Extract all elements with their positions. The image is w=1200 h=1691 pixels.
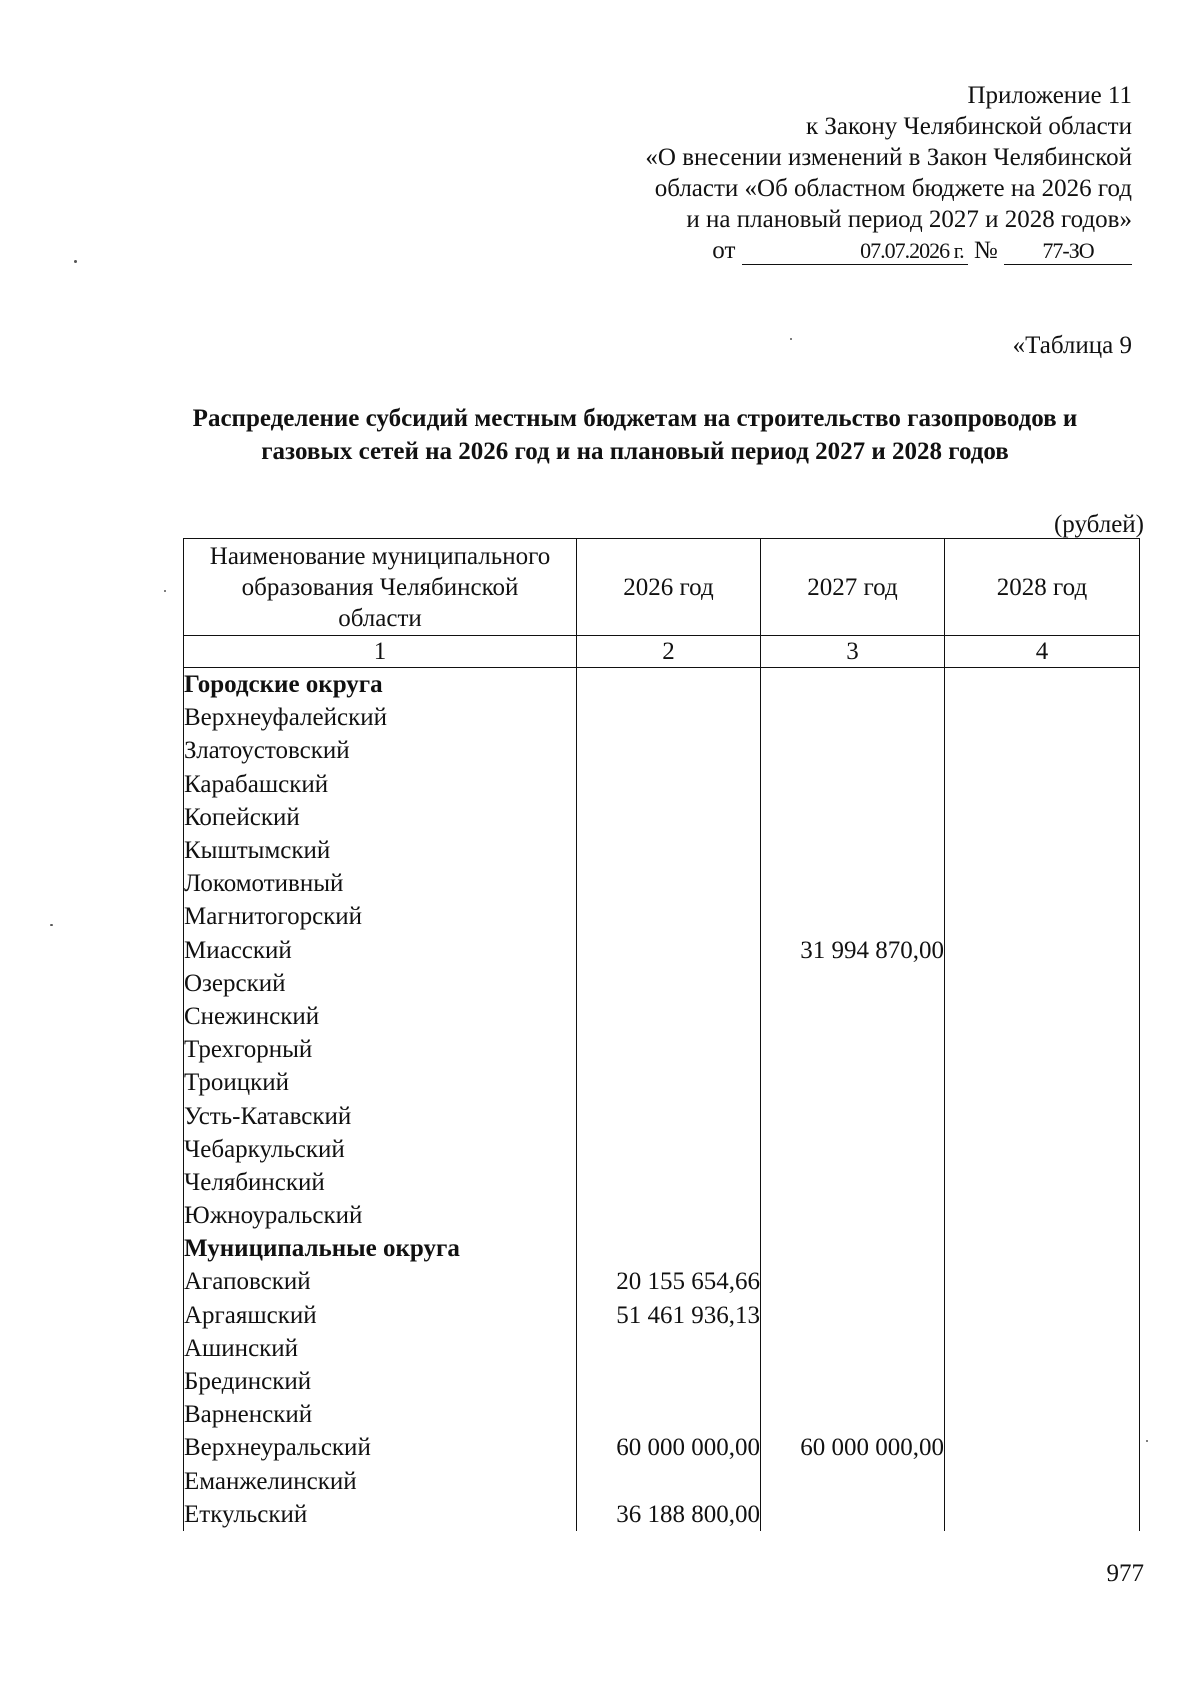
value-2027	[761, 801, 945, 834]
table-row	[184, 734, 1140, 767]
scan-speck	[790, 338, 792, 340]
table-header-row	[184, 539, 1140, 636]
table-row	[184, 834, 1140, 867]
municipality-name: Карабашский	[184, 768, 577, 801]
value-2028	[945, 934, 1140, 967]
table-row	[184, 1000, 1140, 1033]
table-row	[184, 967, 1140, 1000]
table-group-row	[184, 668, 1140, 702]
municipality-name: Магнитогорский	[184, 900, 577, 933]
value-2028	[945, 1166, 1140, 1199]
value-2027	[761, 900, 945, 933]
value-2026	[577, 734, 761, 767]
value-2028	[945, 734, 1140, 767]
value-2026	[577, 1166, 761, 1199]
scan-speck	[164, 590, 166, 592]
law-number: 77-ЗО	[1004, 238, 1132, 265]
value-2028	[945, 668, 1140, 702]
value-2027	[761, 867, 945, 900]
value-2026	[577, 1066, 761, 1099]
table-row	[184, 1398, 1140, 1431]
registration-line	[572, 235, 1132, 266]
scan-speck	[50, 924, 53, 926]
header-line: к Закону Челябинской области	[806, 113, 1132, 140]
table-row	[184, 1166, 1140, 1199]
value-2028	[945, 701, 1140, 734]
value-2027	[761, 1232, 945, 1265]
value-2026	[577, 668, 761, 702]
value-2026: 20 155 654,66	[577, 1265, 761, 1298]
value-2027	[761, 1398, 945, 1431]
municipality-name: Усть-Катавский	[184, 1099, 577, 1132]
value-2028	[945, 1431, 1140, 1464]
value-2027	[761, 1033, 945, 1066]
value-2027: 60 000 000,00	[761, 1431, 945, 1464]
municipality-name: Кыштымский	[184, 834, 577, 867]
value-2028	[945, 967, 1140, 1000]
table-group-row	[184, 1232, 1140, 1265]
value-2026	[577, 967, 761, 1000]
scan-speck	[74, 260, 77, 263]
value-2028	[945, 1066, 1140, 1099]
municipality-name: Снежинский	[184, 1000, 577, 1033]
value-2028	[945, 801, 1140, 834]
subsidy-table	[183, 538, 1140, 1531]
value-2028	[945, 834, 1140, 867]
table-row	[184, 1265, 1140, 1298]
value-2028	[945, 1299, 1140, 1332]
value-2027	[761, 1332, 945, 1365]
municipality-name: Чебаркульский	[184, 1133, 577, 1166]
value-2028	[945, 900, 1140, 933]
value-2026	[577, 1099, 761, 1132]
table-row	[184, 1299, 1140, 1332]
value-2028	[945, 1498, 1140, 1531]
number-sign: №	[973, 237, 998, 264]
value-2026	[577, 701, 761, 734]
table-row	[184, 1365, 1140, 1398]
table-row	[184, 1498, 1140, 1531]
value-2026	[577, 1365, 761, 1398]
value-2027	[761, 1465, 945, 1498]
value-2026	[577, 1199, 761, 1232]
municipality-name: Агаповский	[184, 1265, 577, 1298]
value-2026: 60 000 000,00	[577, 1431, 761, 1464]
table-row	[184, 768, 1140, 801]
municipality-name: Еткульский	[184, 1498, 577, 1531]
header-line: и на плановый период 2027 и 2028 годов»	[686, 206, 1132, 233]
value-2026	[577, 1033, 761, 1066]
value-2026	[577, 1465, 761, 1498]
municipality-name: Верхнеуфалейский	[184, 701, 577, 734]
value-2027	[761, 1133, 945, 1166]
table-row	[184, 867, 1140, 900]
title-line-1: Распределение субсидий местным бюджетам на строительство газопроводов и	[192, 405, 1078, 432]
value-2026	[577, 1000, 761, 1033]
group-heading: Городские округа	[184, 668, 577, 702]
municipality-name: Аргаяшский	[184, 1299, 577, 1332]
value-2027	[761, 1498, 945, 1531]
page-number: 977	[1106, 1560, 1144, 1587]
column-number: 2	[577, 636, 761, 668]
table-reference: «Таблица 9	[1012, 332, 1132, 359]
value-2027	[761, 1166, 945, 1199]
law-date: 07.07.2026 г.	[742, 238, 968, 265]
value-2028	[945, 1265, 1140, 1298]
from-label: от	[712, 237, 736, 264]
table-row	[184, 1133, 1140, 1166]
value-2026	[577, 1332, 761, 1365]
value-2027	[761, 967, 945, 1000]
value-2028	[945, 1398, 1140, 1431]
column-header-name: Наименование муниципального образования Челябинской области	[184, 539, 577, 636]
unit-label: (рублей)	[1053, 511, 1144, 538]
column-number: 4	[945, 636, 1140, 668]
value-2026	[577, 1232, 761, 1265]
value-2027	[761, 734, 945, 767]
municipality-name: Троицкий	[184, 1066, 577, 1099]
value-2026	[577, 934, 761, 967]
value-2026	[577, 867, 761, 900]
table-row	[184, 1431, 1140, 1464]
value-2027	[761, 701, 945, 734]
table-row	[184, 934, 1140, 967]
municipality-name: Брединский	[184, 1365, 577, 1398]
value-2027	[761, 668, 945, 702]
value-2027	[761, 1365, 945, 1398]
table-row	[184, 701, 1140, 734]
municipality-name: Еманжелинский	[184, 1465, 577, 1498]
value-2027	[761, 1099, 945, 1132]
value-2026	[577, 834, 761, 867]
scan-speck	[1146, 1440, 1148, 1442]
column-header-2027: 2027 год	[761, 539, 945, 636]
title-line-2: газовых сетей на 2026 год и на плановый период 2027 и 2028 годов	[261, 438, 1009, 465]
value-2027	[761, 768, 945, 801]
column-number: 3	[761, 636, 945, 668]
table-row	[184, 1066, 1140, 1099]
value-2028	[945, 1033, 1140, 1066]
value-2027	[761, 1299, 945, 1332]
municipality-name: Верхнеуральский	[184, 1431, 577, 1464]
value-2028	[945, 867, 1140, 900]
appendix-header	[572, 80, 1132, 266]
table-row	[184, 1465, 1140, 1498]
value-2026	[577, 801, 761, 834]
municipality-name: Миасский	[184, 934, 577, 967]
table-body	[184, 668, 1140, 1531]
column-header-2026: 2026 год	[577, 539, 761, 636]
value-2026	[577, 900, 761, 933]
value-2026: 36 188 800,00	[577, 1498, 761, 1531]
group-heading: Муниципальные округа	[184, 1232, 577, 1265]
value-2028	[945, 1232, 1140, 1265]
value-2028	[945, 1199, 1140, 1232]
value-2026: 51 461 936,13	[577, 1299, 761, 1332]
value-2026	[577, 1133, 761, 1166]
value-2027	[761, 1265, 945, 1298]
table-row	[184, 1199, 1140, 1232]
value-2028	[945, 1099, 1140, 1132]
value-2028	[945, 1133, 1140, 1166]
value-2028	[945, 1000, 1140, 1033]
column-header-2028: 2028 год	[945, 539, 1140, 636]
table-row	[184, 1033, 1140, 1066]
column-number-row	[184, 636, 1140, 668]
value-2027	[761, 1199, 945, 1232]
value-2027	[761, 1066, 945, 1099]
municipality-name: Ашинский	[184, 1332, 577, 1365]
column-number: 1	[184, 636, 577, 668]
header-line: Приложение 11	[967, 82, 1132, 109]
value-2027: 31 994 870,00	[761, 934, 945, 967]
table-row	[184, 900, 1140, 933]
municipality-name: Трехгорный	[184, 1033, 577, 1066]
municipality-name: Златоустовский	[184, 734, 577, 767]
value-2028	[945, 1365, 1140, 1398]
value-2026	[577, 1398, 761, 1431]
municipality-name: Челябинский	[184, 1166, 577, 1199]
header-line: «О внесении изменений в Закон Челябинской	[645, 144, 1132, 171]
value-2027	[761, 834, 945, 867]
municipality-name: Варненский	[184, 1398, 577, 1431]
value-2026	[577, 768, 761, 801]
municipality-name: Озерский	[184, 967, 577, 1000]
municipality-name: Копейский	[184, 801, 577, 834]
table-row	[184, 801, 1140, 834]
value-2028	[945, 1465, 1140, 1498]
value-2027	[761, 1000, 945, 1033]
municipality-name: Локомотивный	[184, 867, 577, 900]
header-line: области «Об областном бюджете на 2026 год	[654, 175, 1132, 202]
municipality-name: Южноуральский	[184, 1199, 577, 1232]
table-row	[184, 1332, 1140, 1365]
document-title	[150, 402, 1120, 468]
table-row	[184, 1099, 1140, 1132]
value-2028	[945, 768, 1140, 801]
value-2028	[945, 1332, 1140, 1365]
